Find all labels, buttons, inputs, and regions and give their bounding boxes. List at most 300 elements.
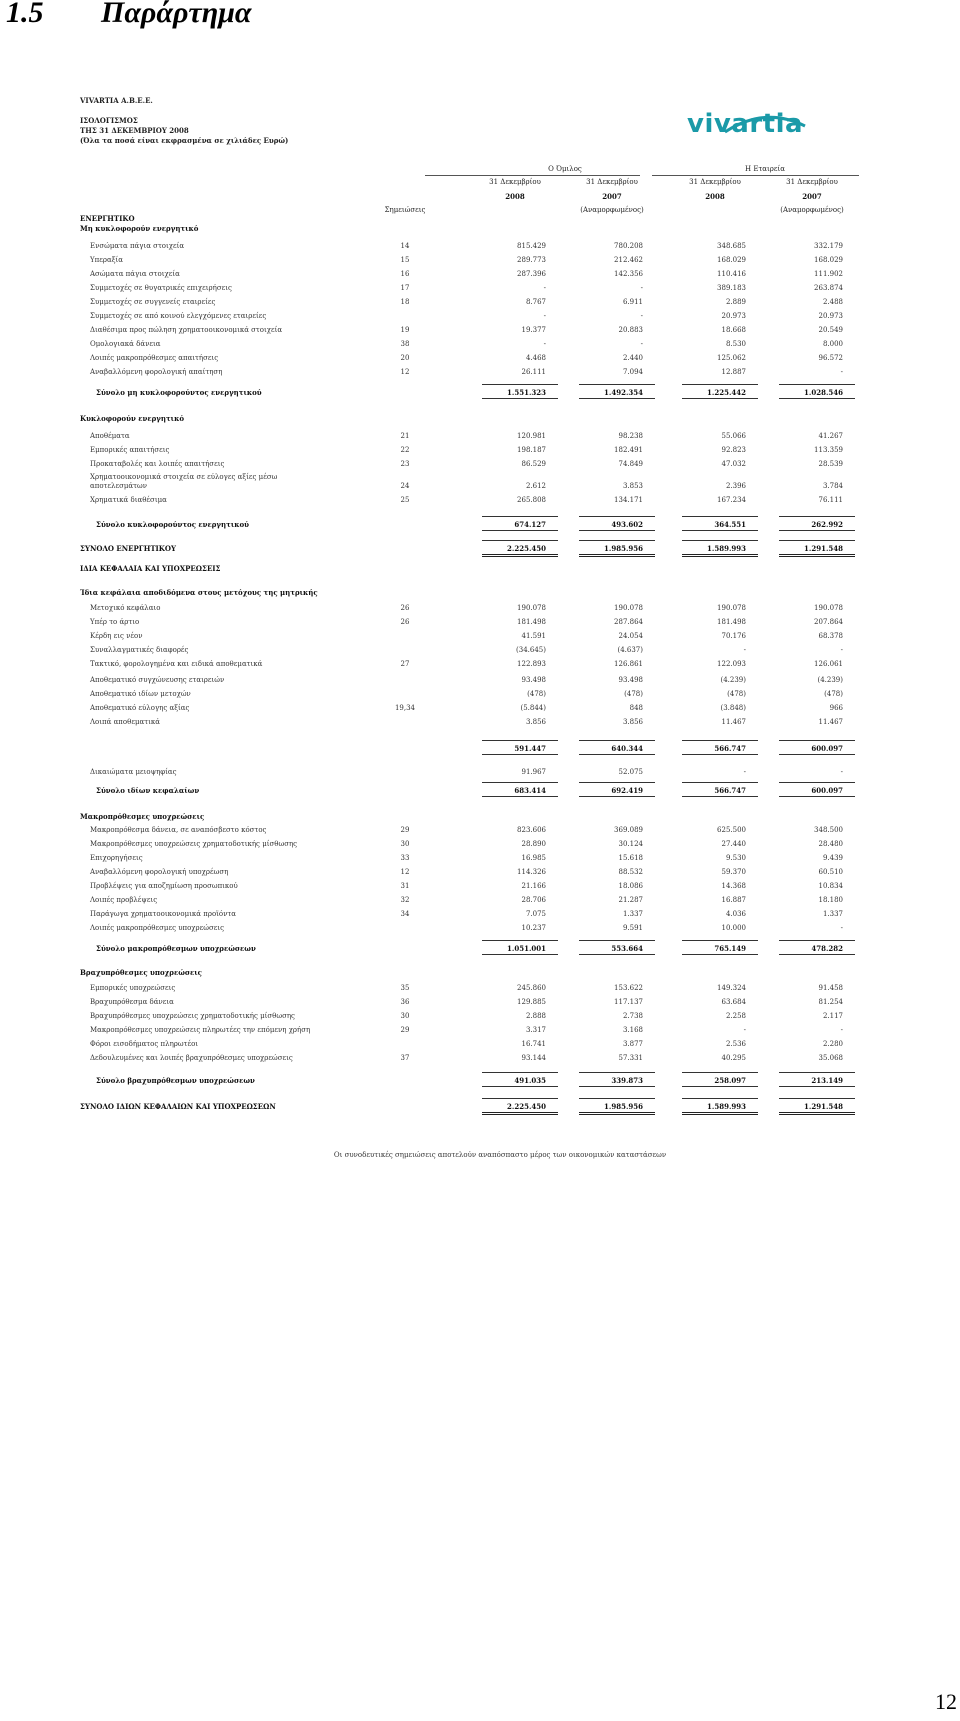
row-value: 91.967 [521,768,546,776]
row-value: 1.225.442 [707,388,746,397]
row-label: Κυκλοφορούν ενεργητικό [80,414,184,423]
table-row [80,676,860,685]
row-value: - [840,368,843,376]
restated-label-company: (Αναμορφωμένος) [780,206,844,214]
col-year-1: 2008 [505,192,525,201]
total-rule [482,540,558,541]
row-label: Τακτικό, φορολογημένα και ειδικά αποθεματικά [90,660,263,668]
section-heading [6,0,252,30]
table-row [80,812,860,821]
row-value: 70.176 [721,632,746,640]
row-value: 57.331 [618,1054,643,1062]
row-value: 8.767 [525,298,546,306]
row-value: 149.324 [717,984,746,992]
row-value: 348.685 [717,242,746,250]
row-value: 493.602 [611,520,643,529]
row-value: 674.127 [514,520,546,529]
table-row [80,1054,860,1063]
total-underline [579,398,655,399]
row-value: 1.985.956 [604,544,643,553]
row-value: 52.075 [618,768,643,776]
total-underline [579,1086,655,1087]
row-note: 37 [400,1054,410,1062]
total-rule [482,740,558,741]
total-rule [482,782,558,783]
row-value: 142.356 [614,270,643,278]
row-label: Σύνολο κυκλοφορούντος ενεργητικού [96,520,249,529]
total-rule [579,384,655,385]
row-value: 2.225.450 [507,1102,546,1111]
row-note: 12 [400,868,410,876]
table-row [80,298,860,307]
row-label: ΣΥΝΟΛΟ ΕΝΕΡΓΗΤΙΚΟΥ [80,544,176,553]
table-row [80,1102,860,1111]
row-value: 30.124 [618,840,643,848]
page-number: 12 [935,1689,957,1714]
row-value: 190.078 [717,604,746,612]
row-value: 122.893 [517,660,546,668]
total-underline [682,398,758,399]
row-value: 126.061 [814,660,843,668]
col-date-3: 31 Δεκεμβρίου [689,178,741,186]
total-rule [779,1072,855,1073]
row-value: - [640,284,643,292]
row-label: Σύνολο μακροπρόθεσμων υποχρεώσεων [96,944,256,953]
row-label: Δεδουλευμένες και λοιπές βραχυπρόθεσμες υποχρεώσεις [90,1054,293,1062]
col-year-4: 2007 [802,192,822,201]
total-rule [779,740,855,741]
total-underline [482,398,558,399]
row-label: Βραχυπρόθεσμες υποχρεώσεις χρηματοδοτικής μίσθωσης [90,1012,295,1020]
row-note: 26 [400,604,410,612]
total-rule [579,540,655,541]
row-label: Αποθέματα [90,432,130,440]
row-value: 16.985 [521,854,546,862]
row-label: Λοιπά αποθεματικά [90,718,160,726]
row-label: Παράγωγα χρηματοοικονομικά προϊόντα [90,910,236,918]
total-underline [682,1086,758,1087]
row-label: Υπέρ το άρτιο [90,618,140,626]
row-note: 31 [400,882,410,890]
total-rule [482,1098,558,1099]
row-value: 2.225.450 [507,544,546,553]
total-rule [482,940,558,941]
table-row [80,388,860,397]
row-value: 134.171 [614,496,643,504]
row-label: Μη κυκλοφορούν ενεργητικό [80,224,199,233]
row-value: 848 [629,704,643,712]
row-label: Προκαταβολές και λοιπές απαιτήσεις [90,460,225,468]
row-value: 190.078 [814,604,843,612]
row-note: 21 [400,432,410,440]
row-value: 364.551 [714,520,746,529]
company-header: Η Εταιρεία [745,165,785,173]
total-rule [682,540,758,541]
row-note: 19 [400,326,410,334]
row-value: (3.848) [720,704,746,712]
row-value: (4.239) [817,676,843,684]
row-value: 4.036 [725,910,746,918]
row-value: 692.419 [611,786,643,795]
row-label: Λοιπές μακροπρόθεσμες απαιτήσεις [90,354,219,362]
row-value: 98.238 [618,432,643,440]
table-row [80,1026,860,1035]
table-row [80,660,860,669]
table-row [80,564,860,573]
row-value: 7.094 [622,368,643,376]
row-value: 780.208 [614,242,643,250]
table-row [80,826,860,835]
row-value: (34.645) [516,646,546,654]
table-row [80,632,860,641]
row-value: 3.784 [822,482,843,490]
row-value: 1.492.354 [604,388,643,397]
table-row [80,998,860,1007]
row-value: - [640,312,643,320]
row-value: 339.873 [611,1076,643,1085]
row-label: Χρηματικά διαθέσιμα [90,496,167,504]
table-row [80,968,860,977]
row-value: 10.000 [721,924,746,932]
col-date-2: 31 Δεκεμβρίου [586,178,638,186]
table-row [80,224,860,233]
row-value: 117.137 [614,998,643,1006]
row-value: 81.254 [818,998,843,1006]
row-value: 122.093 [717,660,746,668]
total-underline [482,1112,558,1115]
table-row [80,284,860,293]
row-value: 1.985.956 [604,1102,643,1111]
row-value: 566.747 [714,744,746,753]
row-label: Ασώματα πάγια στοιχεία [90,270,180,278]
row-value: 2.258 [725,1012,746,1020]
row-value: - [743,768,746,776]
row-value: 1.551.323 [507,388,546,397]
row-label: Χρηματοοικονομικά στοιχεία σε εύλογες αξίες μέσω [90,473,278,481]
row-label: Κέρδη εις νέον [90,632,143,640]
row-value: 20.973 [818,312,843,320]
total-underline [682,530,758,531]
row-label: Βραχυπρόθεσμα δάνεια [90,998,174,1006]
row-value: 2.889 [725,298,746,306]
row-value: 966 [829,704,843,712]
row-value: - [840,646,843,654]
row-value: 168.029 [717,256,746,264]
row-value: 28.539 [818,460,843,468]
total-underline [682,796,758,797]
row-value: 2.440 [622,354,643,362]
row-label: Συμμετοχές σε θυγατρικές επιχειρήσεις [90,284,232,292]
table-row [80,718,860,727]
row-value: 181.498 [717,618,746,626]
row-value: 289.773 [517,256,546,264]
table-row [80,1040,860,1049]
row-value: 16.887 [721,896,746,904]
total-underline [779,954,855,955]
row-value: 245.860 [517,984,546,992]
row-label: Δικαιώματα μειοψηφίας [90,768,177,776]
table-row [80,473,860,482]
row-value: 11.467 [721,718,746,726]
statement-title: ΙΣΟΛΟΓΙΣΜΟΣ [80,116,138,125]
row-label: Βραχυπρόθεσμες υποχρεώσεις [80,968,202,977]
table-row [80,768,860,777]
row-note: 19,34 [394,704,416,712]
row-value: 18.180 [818,896,843,904]
total-underline [482,554,558,557]
row-value: 2.536 [725,1040,746,1048]
row-note: 29 [400,826,410,834]
row-value: 2.117 [822,1012,843,1020]
row-value: 110.416 [717,270,746,278]
row-value: 683.414 [514,786,546,795]
row-value: 212.462 [614,256,643,264]
total-underline [579,530,655,531]
table-row [80,690,860,699]
total-underline [779,530,855,531]
row-label: Φόροι εισοδήματος πληρωτέοι [90,1040,199,1048]
row-note: 36 [400,998,410,1006]
total-underline [579,554,655,557]
row-value: 3.168 [622,1026,643,1034]
row-value: 3.317 [525,1026,546,1034]
table-row [80,1012,860,1021]
row-value: 21.287 [618,896,643,904]
table-row [80,618,860,627]
row-value: 2.888 [525,1012,546,1020]
statement-date: ΤΗΣ 31 ΔΕΚΕΜΒΡΙΟΥ 2008 [80,126,189,135]
row-value: 591.447 [514,744,546,753]
col-date-1: 31 Δεκεμβρίου [489,178,541,186]
table-row [80,242,860,251]
table-row [80,520,860,529]
row-value: 258.097 [714,1076,746,1085]
row-value: 18.086 [618,882,643,890]
row-value: 263.874 [814,284,843,292]
row-value: 1.589.993 [707,544,746,553]
row-value: (478) [727,690,746,698]
table-row [80,460,860,469]
row-label: ΣΥΝΟΛΟ ΙΔΙΩΝ ΚΕΦΑΛΑΙΩΝ ΚΑΙ ΥΠΟΧΡΕΩΣΕΩΝ [80,1102,276,1111]
row-value: 20.973 [721,312,746,320]
total-rule [779,782,855,783]
group-rule [425,175,640,176]
table-row [80,312,860,321]
table-row [80,414,860,423]
row-label: αποτελεσμάτων [90,482,147,490]
total-rule [779,1098,855,1099]
row-value: (5.844) [520,704,546,712]
total-underline [682,1112,758,1115]
row-value: - [743,1026,746,1034]
col-year-3: 2008 [705,192,725,201]
row-value: 2.738 [622,1012,643,1020]
row-value: 198.187 [517,446,546,454]
row-label: ΙΔΙΑ ΚΕΦΑΛΑΙΑ ΚΑΙ ΥΠΟΧΡΕΩΣΕΙΣ [80,564,221,573]
total-rule [779,516,855,517]
table-row [80,340,860,349]
row-value: 566.747 [714,786,746,795]
row-value: 93.498 [521,676,546,684]
section-title: Παράρτημα [101,0,252,29]
row-value: (478) [527,690,546,698]
row-label: Συναλλαγματικές διαφορές [90,646,189,654]
total-underline [779,1112,855,1115]
total-underline [482,796,558,797]
row-value: 207.864 [814,618,843,626]
row-value: 823.606 [517,826,546,834]
row-label: Εμπορικές απαιτήσεις [90,446,170,454]
row-note: 27 [400,660,410,668]
restated-label-group: (Αναμορφωμένος) [580,206,644,214]
row-value: 182.491 [614,446,643,454]
table-row [80,910,860,919]
row-value: 40.295 [721,1054,746,1062]
row-note: 18 [400,298,410,306]
row-value: 114.326 [517,868,546,876]
section-number: 1.5 [6,0,44,29]
row-value: 63.684 [721,998,746,1006]
row-value: 213.149 [811,1076,843,1085]
row-label: Μακροπρόθεσμα δάνεια, σε αναπόσβεστο κόστος [90,826,267,834]
row-value: 3.853 [622,482,643,490]
row-value: 181.498 [517,618,546,626]
row-value: 153.622 [614,984,643,992]
total-underline [682,754,758,755]
row-value: 1.589.993 [707,1102,746,1111]
notes-header: Σημειώσεις [384,206,426,214]
row-value: 287.396 [517,270,546,278]
table-row [80,896,860,905]
row-value: 76.111 [818,496,843,504]
row-label: Ίδια κεφάλαια αποδιδόμενα στους μετόχους της μητρικής [80,588,318,597]
row-value: 10.834 [818,882,843,890]
row-value: 332.179 [814,242,843,250]
row-value: 2.612 [525,482,546,490]
table-row [80,496,860,505]
total-underline [579,796,655,797]
row-value: 41.591 [521,632,546,640]
row-note: 32 [400,896,410,904]
table-row [80,868,860,877]
table-row [80,588,860,597]
total-underline [779,398,855,399]
row-value: 28.480 [818,840,843,848]
total-rule [579,782,655,783]
row-value: 129.885 [517,998,546,1006]
table-row [80,840,860,849]
row-label: Μετοχικό κεφάλαιο [90,604,161,612]
total-underline [482,754,558,755]
total-rule [779,940,855,941]
row-note: 12 [400,368,410,376]
balance-sheet-scan [80,96,860,1276]
row-value: 11.467 [818,718,843,726]
row-value: 167.234 [717,496,746,504]
total-rule [682,782,758,783]
row-value: 15.618 [618,854,643,862]
row-value: 27.440 [721,840,746,848]
row-value: 68.378 [818,632,843,640]
total-rule [779,540,855,541]
total-underline [482,1086,558,1087]
row-label: Σύνολο ιδίων κεφαλαίων [96,786,200,795]
row-value: 16.741 [521,1040,546,1048]
row-value: 3.856 [622,718,643,726]
row-note: 38 [400,340,410,348]
row-label: Υπεραξία [90,256,124,264]
row-value: 190.078 [517,604,546,612]
total-underline [482,530,558,531]
row-value: 2.396 [725,482,746,490]
row-value: 10.237 [521,924,546,932]
total-underline [779,554,855,557]
total-underline [579,954,655,955]
row-value: 113.359 [814,446,843,454]
row-label: Σύνολο βραχυπρόθεσμων υποχρεώσεων [96,1076,255,1085]
footer-note: Οι συνοδευτικές σημειώσεις αποτελούν αναπόσπαστο μέρος των οικονομικών καταστάσεων [333,1151,667,1159]
row-note: 20 [400,354,410,362]
row-label: Συμμετοχές σε συγγενείς εταιρείες [90,298,216,306]
table-row [80,704,860,713]
row-value: 815.429 [517,242,546,250]
row-value: 12.887 [721,368,746,376]
row-value: - [543,312,546,320]
row-value: 93.498 [618,676,643,684]
row-value: 6.911 [622,298,643,306]
total-rule [482,1072,558,1073]
row-label: Μακροπρόθεσμες υποχρεώσεις πληρωτέες την επόμενη χρήση [90,1026,311,1034]
table-row [80,256,860,265]
row-value: 21.166 [521,882,546,890]
table-row [80,744,860,753]
row-value: 625.500 [717,826,746,834]
row-value: 168.029 [814,256,843,264]
row-value: 600.097 [811,744,843,753]
total-rule [482,516,558,517]
row-value: 2.488 [822,298,843,306]
row-label: Σύνολο μη κυκλοφορούντος ενεργητικού [96,388,262,397]
row-value: 55.066 [721,432,746,440]
row-label: Αναβαλλόμενη φορολογική απαίτηση [90,368,223,376]
total-underline [779,1086,855,1087]
row-value: 93.144 [521,1054,546,1062]
row-value: (4.239) [720,676,746,684]
total-rule [682,384,758,385]
total-rule [579,940,655,941]
row-label: Αποθεματικό εύλογης αξίας [90,704,190,712]
table-row [80,1076,860,1085]
row-note: 25 [400,496,410,504]
table-row [80,482,860,491]
row-value: 369.089 [614,826,643,834]
row-value: 14.368 [721,882,746,890]
row-note: 30 [400,1012,410,1020]
row-value: 8.000 [822,340,843,348]
row-value: 60.510 [818,868,843,876]
col-year-2: 2007 [602,192,622,201]
row-value: 125.062 [717,354,746,362]
total-underline [482,954,558,955]
row-value: 9.439 [822,854,843,862]
row-note: 23 [400,460,410,468]
col-date-4: 31 Δεκεμβρίου [786,178,838,186]
table-row [80,270,860,279]
group-header: Ο Όμιλος [548,165,582,173]
row-note: 33 [400,854,410,862]
row-value: 1.051.001 [507,944,546,953]
row-value: - [840,924,843,932]
